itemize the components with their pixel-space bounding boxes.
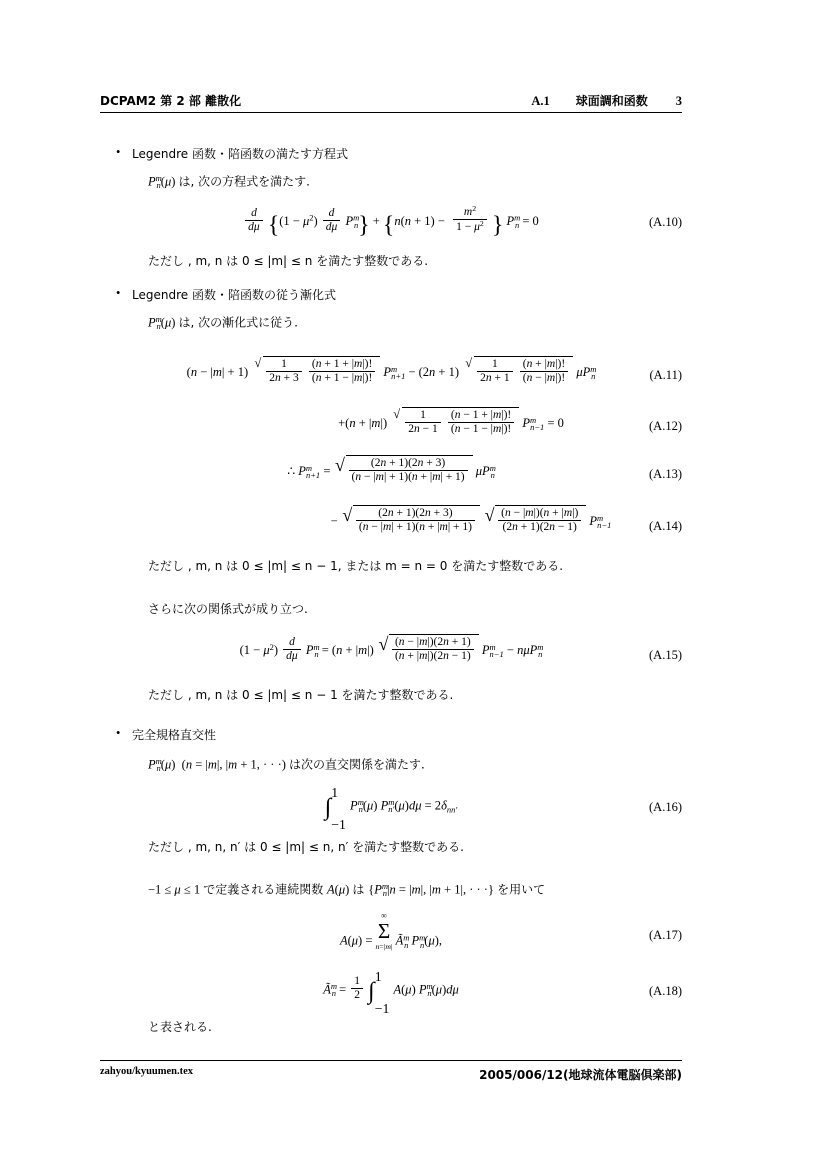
equation-A13-body: ∴ $P^m_{n+1}$ = √ $\frac{(2n + 1)(2n + 3)}{(n - |m| + 1)(n + |m| + 1)}$ $\mu P^m_n$ (287, 455, 496, 483)
bullet-2-title: Legendre 函数・陪函数の従う漸化式 (132, 288, 336, 302)
equation-number-A15: (A.15) (649, 648, 682, 662)
footer-source-file: zahyou/kyuumen.tex (100, 1066, 194, 1077)
equation-A16-row (100, 786, 682, 832)
equation-A11-row (100, 356, 682, 402)
equation-A18-body: $Ã^m_n$ = $\frac{1}{2}$ ∫ 1 −1 A(μ) $P^m_n(\mu)d\mu$ (323, 969, 459, 1017)
bullet-1-note: ただし , m, n は 0 ≤ |m| ≤ n を満たす整数である. (148, 254, 429, 268)
equation-number-A14: (A.14) (649, 519, 682, 533)
bullet-3-expansion-text: −1 ≤ μ ≤ 1 で定義される連続関数 A(μ) は {$P^m_n|n = |m|$, |m + 1|, · · ·} を用いて (148, 881, 546, 899)
bullet-marker-2 (116, 286, 126, 301)
bullet-3-title: 完全規格直交性 (132, 728, 217, 742)
header-section-number: A.1 (531, 94, 550, 108)
equation-A16-body: ∫ 1 −1 $P^m_n(\mu) P^m_{n'}(\mu)d\mu = 2\delta_{nn'}$ (324, 785, 458, 833)
equation-A17-row (100, 912, 682, 960)
equation-A15-row (100, 634, 682, 680)
bullet-1-lead: $P^m_n(\mu)$ は, 次の方程式を満たす. (148, 173, 310, 191)
header-section-title: 球面調和函数 (575, 94, 648, 108)
equation-number-A17: (A.17) (649, 928, 682, 942)
equation-A12-row (100, 407, 682, 451)
equation-A18-row (100, 970, 682, 1016)
bullet-3-lead: $P^m_n(\mu) (n = |m|$, |m + 1, · · ·) は次の直交関係を満たす. (148, 756, 425, 774)
bullet-2-lead: $P^m_n(\mu)$ は, 次の漸化式に従う. (148, 314, 298, 332)
bullet-marker-3 (116, 726, 126, 741)
equation-A10-row (100, 205, 682, 249)
equation-A10-body: $\frac{d}{d\mu}$ {$(1 - \mu^2)$ $\frac{d}{d\mu}$ $P^m_n\} + \{n(n + 1)$ − $\frac{m^2}{1 - \mu^2}$ } $P^m_n = 0$ (100, 205, 682, 239)
header-left-title: DCPAM2 第 2 部 離散化 (100, 94, 242, 108)
equation-A14-body: − √ $\frac{(2n + 1)(2n + 3)}{(n - |m| + 1)(n + |m| + 1)}$ √ $\frac{(n - |m|)(n + |m|)}{(2n + 1)(2n - 1)}$ $P^m_{n-1}$ (330, 505, 612, 533)
equation-number-A18: (A.18) (649, 984, 682, 998)
bullet-3-closing: と表される. (148, 1020, 212, 1034)
equation-A13-row (100, 455, 682, 499)
footer-date-org: 2005/006/12(地球流体電脳倶楽部) (479, 1068, 682, 1082)
equation-number-A10: (A.10) (649, 215, 682, 229)
equation-A14-row (100, 505, 682, 551)
equation-A11-body: (n − |m| + 1) √ $\frac{1}{2n + 3}$ $\frac{(n + 1 + |m|)!}{(n + 1 - |m|)!}$ $P^m_{n+1} - (2n + 1)$ √ $\frac{1}{2n + 1}$ $\frac{(n + |m|)!}{(n - |m|)!}$ $\mu P^m_n$ (186, 356, 597, 384)
equation-number-A16: (A.16) (649, 800, 682, 814)
equation-A15-body: $(1 - \mu^2)$ $\frac{d}{d\mu}$ $P^m_n = (n + |m|)$ √ $\frac{(n - |m|)(2n + 1)}{(n + |m|)(2n - 1)}$ $P^m_{n-1} - n\mu P^m_n$ (239, 634, 544, 662)
equation-A17-body: A(μ) = ∞ Σ n=|m| $Ã^m_n$ $P^m_n(\mu)$, (339, 911, 443, 951)
bullet-1-title: Legendre 函数・陪函数の満たす方程式 (132, 147, 348, 161)
equation-number-A12: (A.12) (649, 419, 682, 433)
bullet-2-note2: ただし , m, n は 0 ≤ |m| ≤ n − 1 を満たす整数である. (148, 688, 454, 702)
header-page-number: 3 (675, 94, 682, 108)
bullet-2-more: さらに次の関係式が成り立つ. (148, 602, 308, 616)
bullet-3-note: ただし , m, n, n′ は 0 ≤ |m| ≤ n, n′ を満たす整数である. (148, 840, 464, 854)
header-rule (100, 112, 682, 113)
bullet-marker-1 (116, 145, 126, 160)
equation-number-A11: (A.11) (649, 368, 682, 382)
page-footer (100, 1066, 682, 1083)
footer-rule (100, 1060, 682, 1061)
bullet-2-note: ただし , m, n は 0 ≤ |m| ≤ n − 1, または m = n = 0 を満たす整数である. (148, 559, 564, 573)
equation-A12-body: +(n + |m|) √ $\frac{1}{2n - 1}$ $\frac{(n - 1 + |m|)!}{(n - 1 - |m|)!}$ $P^m_{n-1} = 0$ (338, 407, 564, 435)
equation-number-A13: (A.13) (649, 467, 682, 481)
page-header (100, 92, 682, 109)
